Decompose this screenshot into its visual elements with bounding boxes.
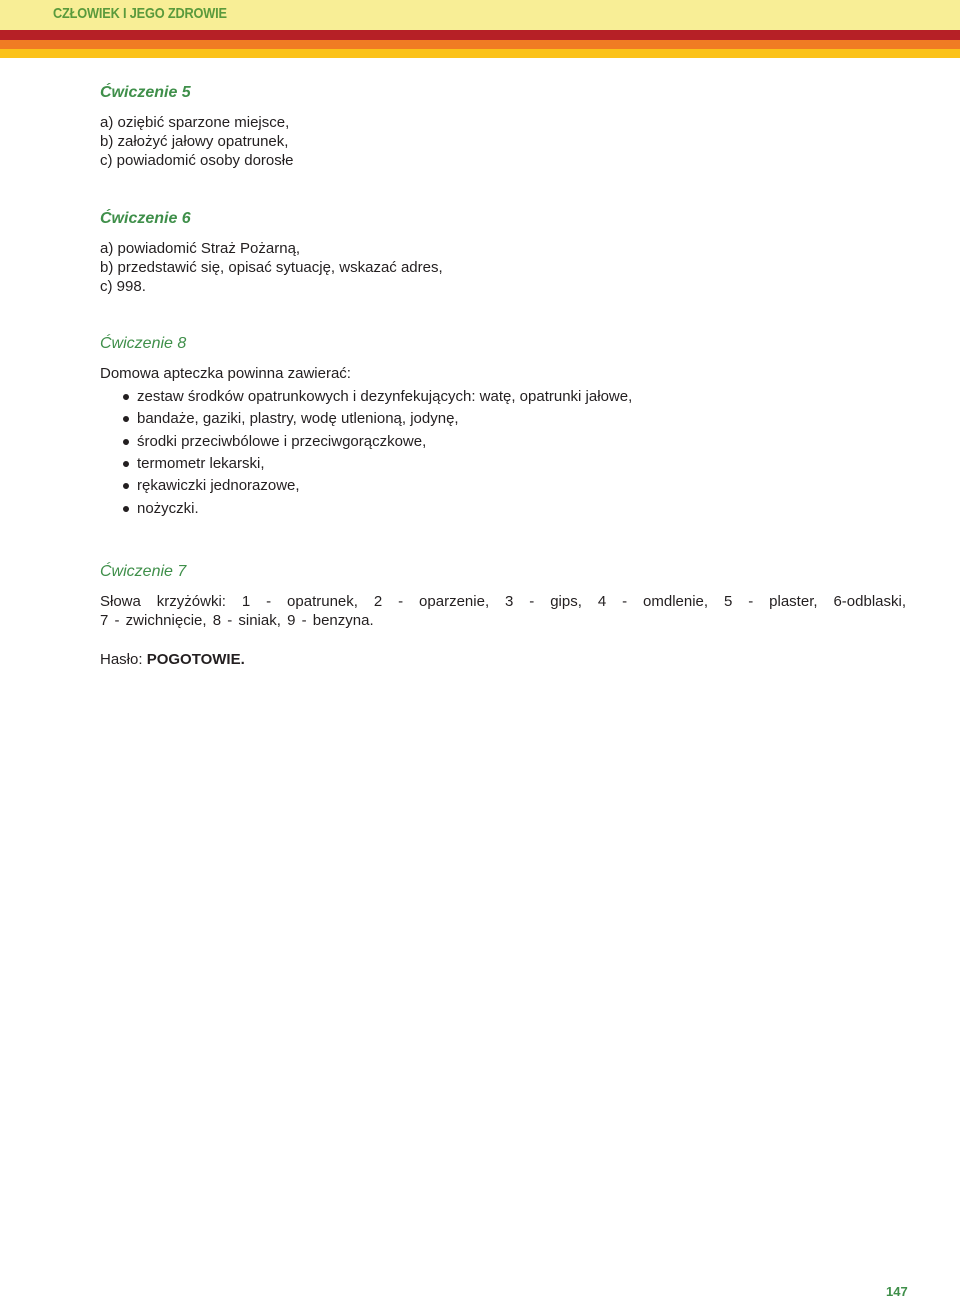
header-stripe-red [0, 30, 960, 40]
password-value: POGOTOWIE. [146, 651, 245, 668]
password-label: Hasło: [100, 651, 147, 668]
exercise-5-title: Ćwiczenie 5 [100, 84, 191, 101]
page-header [0, 0, 960, 30]
exercise-8-title: Ćwiczenie 8 [100, 335, 187, 352]
bullet-icon [123, 461, 129, 467]
list-item: rękawiczki jednorazowe, [137, 477, 300, 494]
list-item: nożyczki. [137, 500, 199, 517]
header-stripe-yellow [0, 49, 960, 58]
list-item: środki przeciwbólowe i przeciwgorączkowe, [137, 433, 426, 450]
bullet-icon [123, 439, 129, 445]
bullet-icon [123, 416, 129, 422]
chapter-title: CZŁOWIEK I JEGO ZDROWIE [53, 5, 227, 22]
bullet-icon [123, 394, 129, 400]
exercise-5-line-b: b) założyć jałowy opatrunek, [100, 133, 289, 150]
exercise-7-title: Ćwiczenie 7 [100, 563, 187, 580]
exercise-7-crossword-line-2: 7 - zwichnięcie, 8 - siniak, 9 - benzyna. [100, 612, 374, 629]
list-item: termometr lekarski, [137, 455, 265, 472]
exercise-6-line-b: b) przedstawić się, opisać sytuację, wskazać adres, [100, 259, 443, 276]
exercise-7-crossword-line-1: Słowa krzyżówki: 1 - opatrunek, 2 - oparzenie, 3 - gips, 4 - omdlenie, 5 - plaster, 6-odblaski, [100, 593, 906, 610]
exercise-8-intro: Domowa apteczka powinna zawierać: [100, 365, 351, 382]
exercise-6-title: Ćwiczenie 6 [100, 210, 191, 227]
exercise-5-line-c: c) powiadomić osoby dorosłe [100, 152, 294, 169]
header-stripe-orange [0, 40, 960, 49]
list-item: bandaże, gaziki, plastry, wodę utlenioną, jodynę, [137, 410, 459, 427]
exercise-6-line-a: a) powiadomić Straż Pożarną, [100, 240, 301, 257]
bullet-icon [123, 483, 129, 489]
exercise-7-password [100, 651, 245, 668]
bullet-icon [123, 506, 129, 512]
list-item: zestaw środków opatrunkowych i dezynfekujących: watę, opatrunki jałowe, [137, 388, 632, 405]
exercise-6-line-c: c) 998. [100, 278, 146, 295]
exercise-5-line-a: a) oziębić sparzone miejsce, [100, 114, 290, 131]
page-number: 147 [886, 1284, 908, 1299]
